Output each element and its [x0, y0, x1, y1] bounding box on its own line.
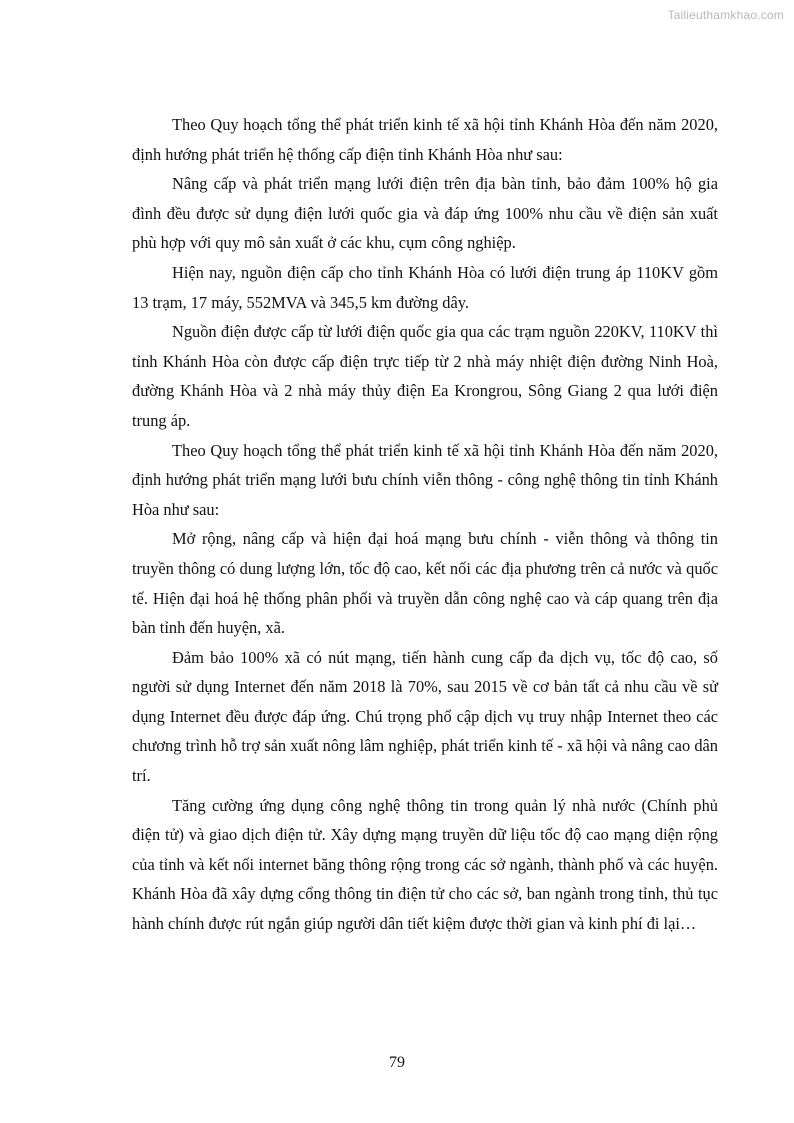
paragraph-telecom-plan-intro: Theo Quy hoạch tổng thể phát triển kinh tế xã hội tỉnh Khánh Hòa đến năm 2020, định hướng phát triển mạng lưới bưu chính viễn thông - công nghệ thông tin tỉnh Khánh Hòa như sau:	[132, 440, 718, 519]
paragraph-telecom-expansion: Mở rộng, nâng cấp và hiện đại hoá mạng bưu chính - viễn thông và thông tin truyền thông có dung lượng lớn, tốc độ cao, kết nối các địa phương trên cả nước và quốc tế. Hiện đại hoá hệ thống phân phối và truyền dẫn công nghệ cao và cáp quang trên địa bàn tỉnh đến huyện, xã.	[132, 529, 718, 638]
site-watermark: Tailieuthamkhao.com	[667, 8, 784, 22]
paragraph-internet-coverage: Đảm bảo 100% xã có nút mạng, tiến hành cung cấp đa dịch vụ, tốc độ cao, số người sử dụng Internet đến năm 2018 là 70%, sau 2015 về cơ bản tất cả nhu cầu về sử dụng Internet đều được đáp ứng. Chú trọng phổ cập dịch vụ truy nhập Internet theo các chương trình hỗ trợ sản xuất nông lâm nghiệp, phát triển kinh tế - xã hội và nâng cao dân trí.	[132, 647, 718, 786]
paragraph-grid-upgrade: Nâng cấp và phát triển mạng lưới điện trên địa bàn tỉnh, bảo đảm 100% hộ gia đình đều được sử dụng điện lưới quốc gia và đáp ứng 100% nhu cầu về điện sản xuất phù hợp với quy mô sản xuất ở các khu, cụm công nghiệp.	[132, 174, 718, 253]
paragraph-e-government: Tăng cường ứng dụng công nghệ thông tin trong quản lý nhà nước (Chính phủ điện tử) và giao dịch điện tử. Xây dựng mạng truyền dữ liệu tốc độ cao mạng diện rộng của tỉnh và kết nối internet băng thông rộng trong các sở ngành, thành phố và các huyện. Khánh Hòa đã xây dựng cổng thông tin điện tử cho các sở, ban ngành trong tỉnh, thủ tục hành chính được rút ngắn giúp người dân tiết kiệm được thời gian và kinh phí đi lại…	[132, 795, 718, 934]
paragraph-current-supply: Hiện nay, nguồn điện cấp cho tỉnh Khánh Hòa có lưới điện trung áp 110KV gồm 13 trạm, 17 máy, 552MVA và 345,5 km đường dây.	[132, 262, 718, 312]
paragraph-power-sources: Nguồn điện được cấp từ lưới điện quốc gia qua các trạm nguồn 220KV, 110KV thì tỉnh Khánh Hòa còn được cấp điện trực tiếp từ 2 nhà máy nhiệt điện đường Ninh Hoà, đường Khánh Hòa và 2 nhà máy thủy điện Ea Krongrou, Sông Giang 2 qua lưới điện trung áp.	[132, 322, 718, 430]
paragraph-power-plan-intro: Theo Quy hoạch tổng thể phát triển kinh tế xã hội tỉnh Khánh Hòa đến năm 2020, định hướng phát triển hệ thống cấp điện tỉnh Khánh Hòa như sau:	[132, 115, 718, 164]
page-number: 79	[389, 1054, 405, 1071]
document-body	[132, 110, 718, 939]
